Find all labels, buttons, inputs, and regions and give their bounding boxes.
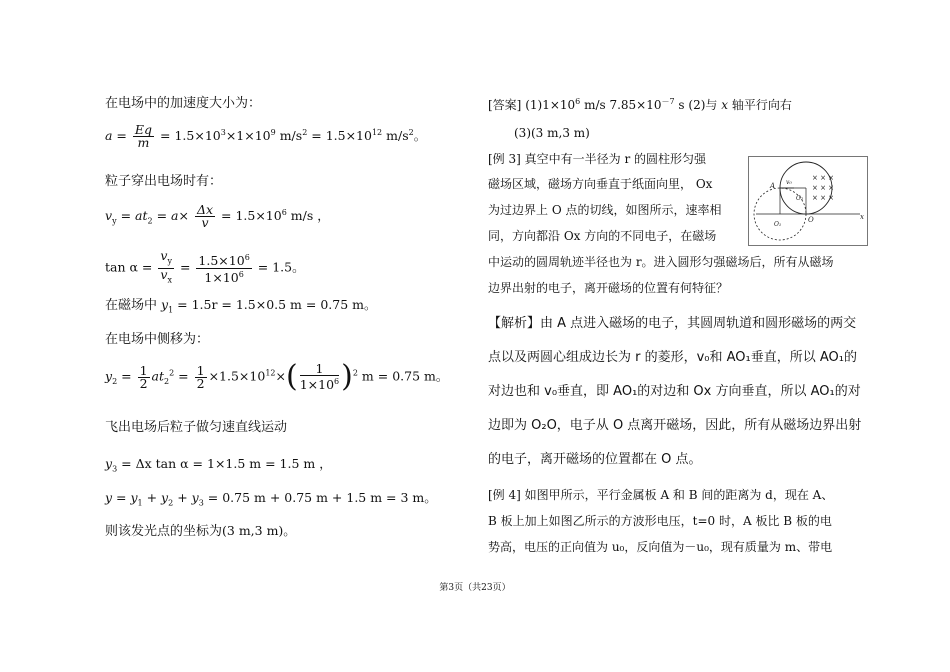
label-o2: O₂ [796, 195, 804, 202]
example3-line-6: 边界出射的电子，离开磁场的位置有何特征？ [488, 281, 729, 295]
label-v0: v₀ [786, 179, 792, 186]
tan-equation: tan α = $\frac{v_y}{v_x}$ = $\frac{1.5\times 10^6}{1\times 10^6}$ = 1.5。 [105, 248, 305, 285]
label-x: x [860, 213, 864, 221]
y2-equation: $y_2$ = $\frac{1}{2}$ $at_2^2$ = $\frac{1}{2}$ $\times 1.5\times 10^{12}\times$( $\frac{1}{1\times 10^6}$ )$^2$ m = 0.75 m。 [105, 359, 449, 394]
y1-equation: 在磁场中 $y_1 = 1.5r = 1.5\times 0.5$ m = 0.75 m。 [105, 297, 377, 315]
example4-line-1: [例 4] 如图甲所示，平行金属板 A 和 B 间的距离为 d，现在 A、 [488, 488, 834, 502]
label-o: O [808, 216, 814, 224]
example3-line-3: 为过边界上 O 点的切线，如图所示，速率相 [488, 203, 722, 217]
analysis-line-3: 对边也和 v₀垂直，即 AO₁的对边和 Ox 方向垂直，所以 AO₁的对 [488, 384, 861, 399]
vy-equation: $v_y = at_2 = a\times$ $\frac{\Delta x}{v}$ = $1.5\times 10^6$ m/s ， [105, 202, 330, 230]
answer-line-1: [答案] $(1)1\times 10^6$ m/s $7.85\times 10^{-7}$ s (2)与 x 轴平行向右 [488, 97, 792, 112]
analysis-line-4: 边即为 O₂O，电子从 O 点离开磁场，因此，所有从磁场边界出射 [488, 418, 862, 433]
label-a: A [770, 182, 776, 190]
example4-line-2: B 板上加上如图乙所示的方波形电压，t=0 时，A 板比 B 板的电 [488, 514, 832, 528]
analysis-line-2: 点以及两圆心组成边长为 r 的菱形，v₀和 AO₁垂直，所以 AO₁的 [488, 350, 857, 365]
coordinate-conclusion: 则该发光点的坐标为(3 m,3 m)。 [105, 523, 296, 539]
y-total-equation: $y = y_1 + y_2 + y_3 = 0.75$ m + 0.75 m + 1.5 m = 3 m。 [105, 490, 437, 508]
example3-line-1: [例 3] 真空中有一半径为 r 的圆柱形匀强 [488, 152, 706, 166]
example3-line-4: 同，方向都沿 Ox 方向的不同电子，在磁场 [488, 229, 717, 243]
magnetic-field-figure [748, 156, 868, 246]
figure-diagram [748, 156, 868, 246]
uniform-motion-heading: 飞出电场后粒子做匀速直线运动 [105, 420, 288, 435]
accel-heading: 在电场中的加速度大小为： [105, 96, 262, 111]
deflection-heading: 在电场中侧移为： [105, 332, 210, 347]
exit-heading: 粒子穿出电场时有： [105, 174, 223, 189]
example3-line-5: 中运动的圆周轨迹半径也为 r。进入圆形匀强磁场后，所有从磁场 [488, 255, 834, 269]
figure-border [749, 157, 868, 246]
analysis-line-5: 的电子，离开磁场的位置都在 O 点。 [488, 452, 702, 467]
field-crosses-row-2: × × × [812, 184, 835, 192]
answer-line-2: (3)(3 m,3 m) [514, 126, 590, 140]
field-crosses-row-1: × × × [812, 174, 835, 182]
example3-line-2: 磁场区域，磁场方向垂直于纸面向里， Ox [488, 177, 713, 191]
y3-equation: $y_3 = \Delta x$ tan α = 1×1.5 m = 1.5 m ， [105, 456, 332, 474]
page-footer: 第3页（共23页） [439, 583, 511, 593]
field-crosses-row-3: × × × [812, 194, 835, 202]
analysis-line-1: 【解析】由 A 点进入磁场的电子，其圆周轨道和圆形磁场的两交 [488, 316, 857, 331]
label-o1: O₁ [774, 221, 782, 228]
example4-line-3: 势高，电压的正向值为 u₀，反向值为－u₀，现有质量为 m、带电 [488, 540, 833, 554]
accel-equation: a = $\frac{Eq}{m}$ = $1.5\times 10^3\times 1\times 10^9$ $m/s^2 = 1.5\times 10^{12}$ $m/s^2$。 [105, 122, 427, 150]
